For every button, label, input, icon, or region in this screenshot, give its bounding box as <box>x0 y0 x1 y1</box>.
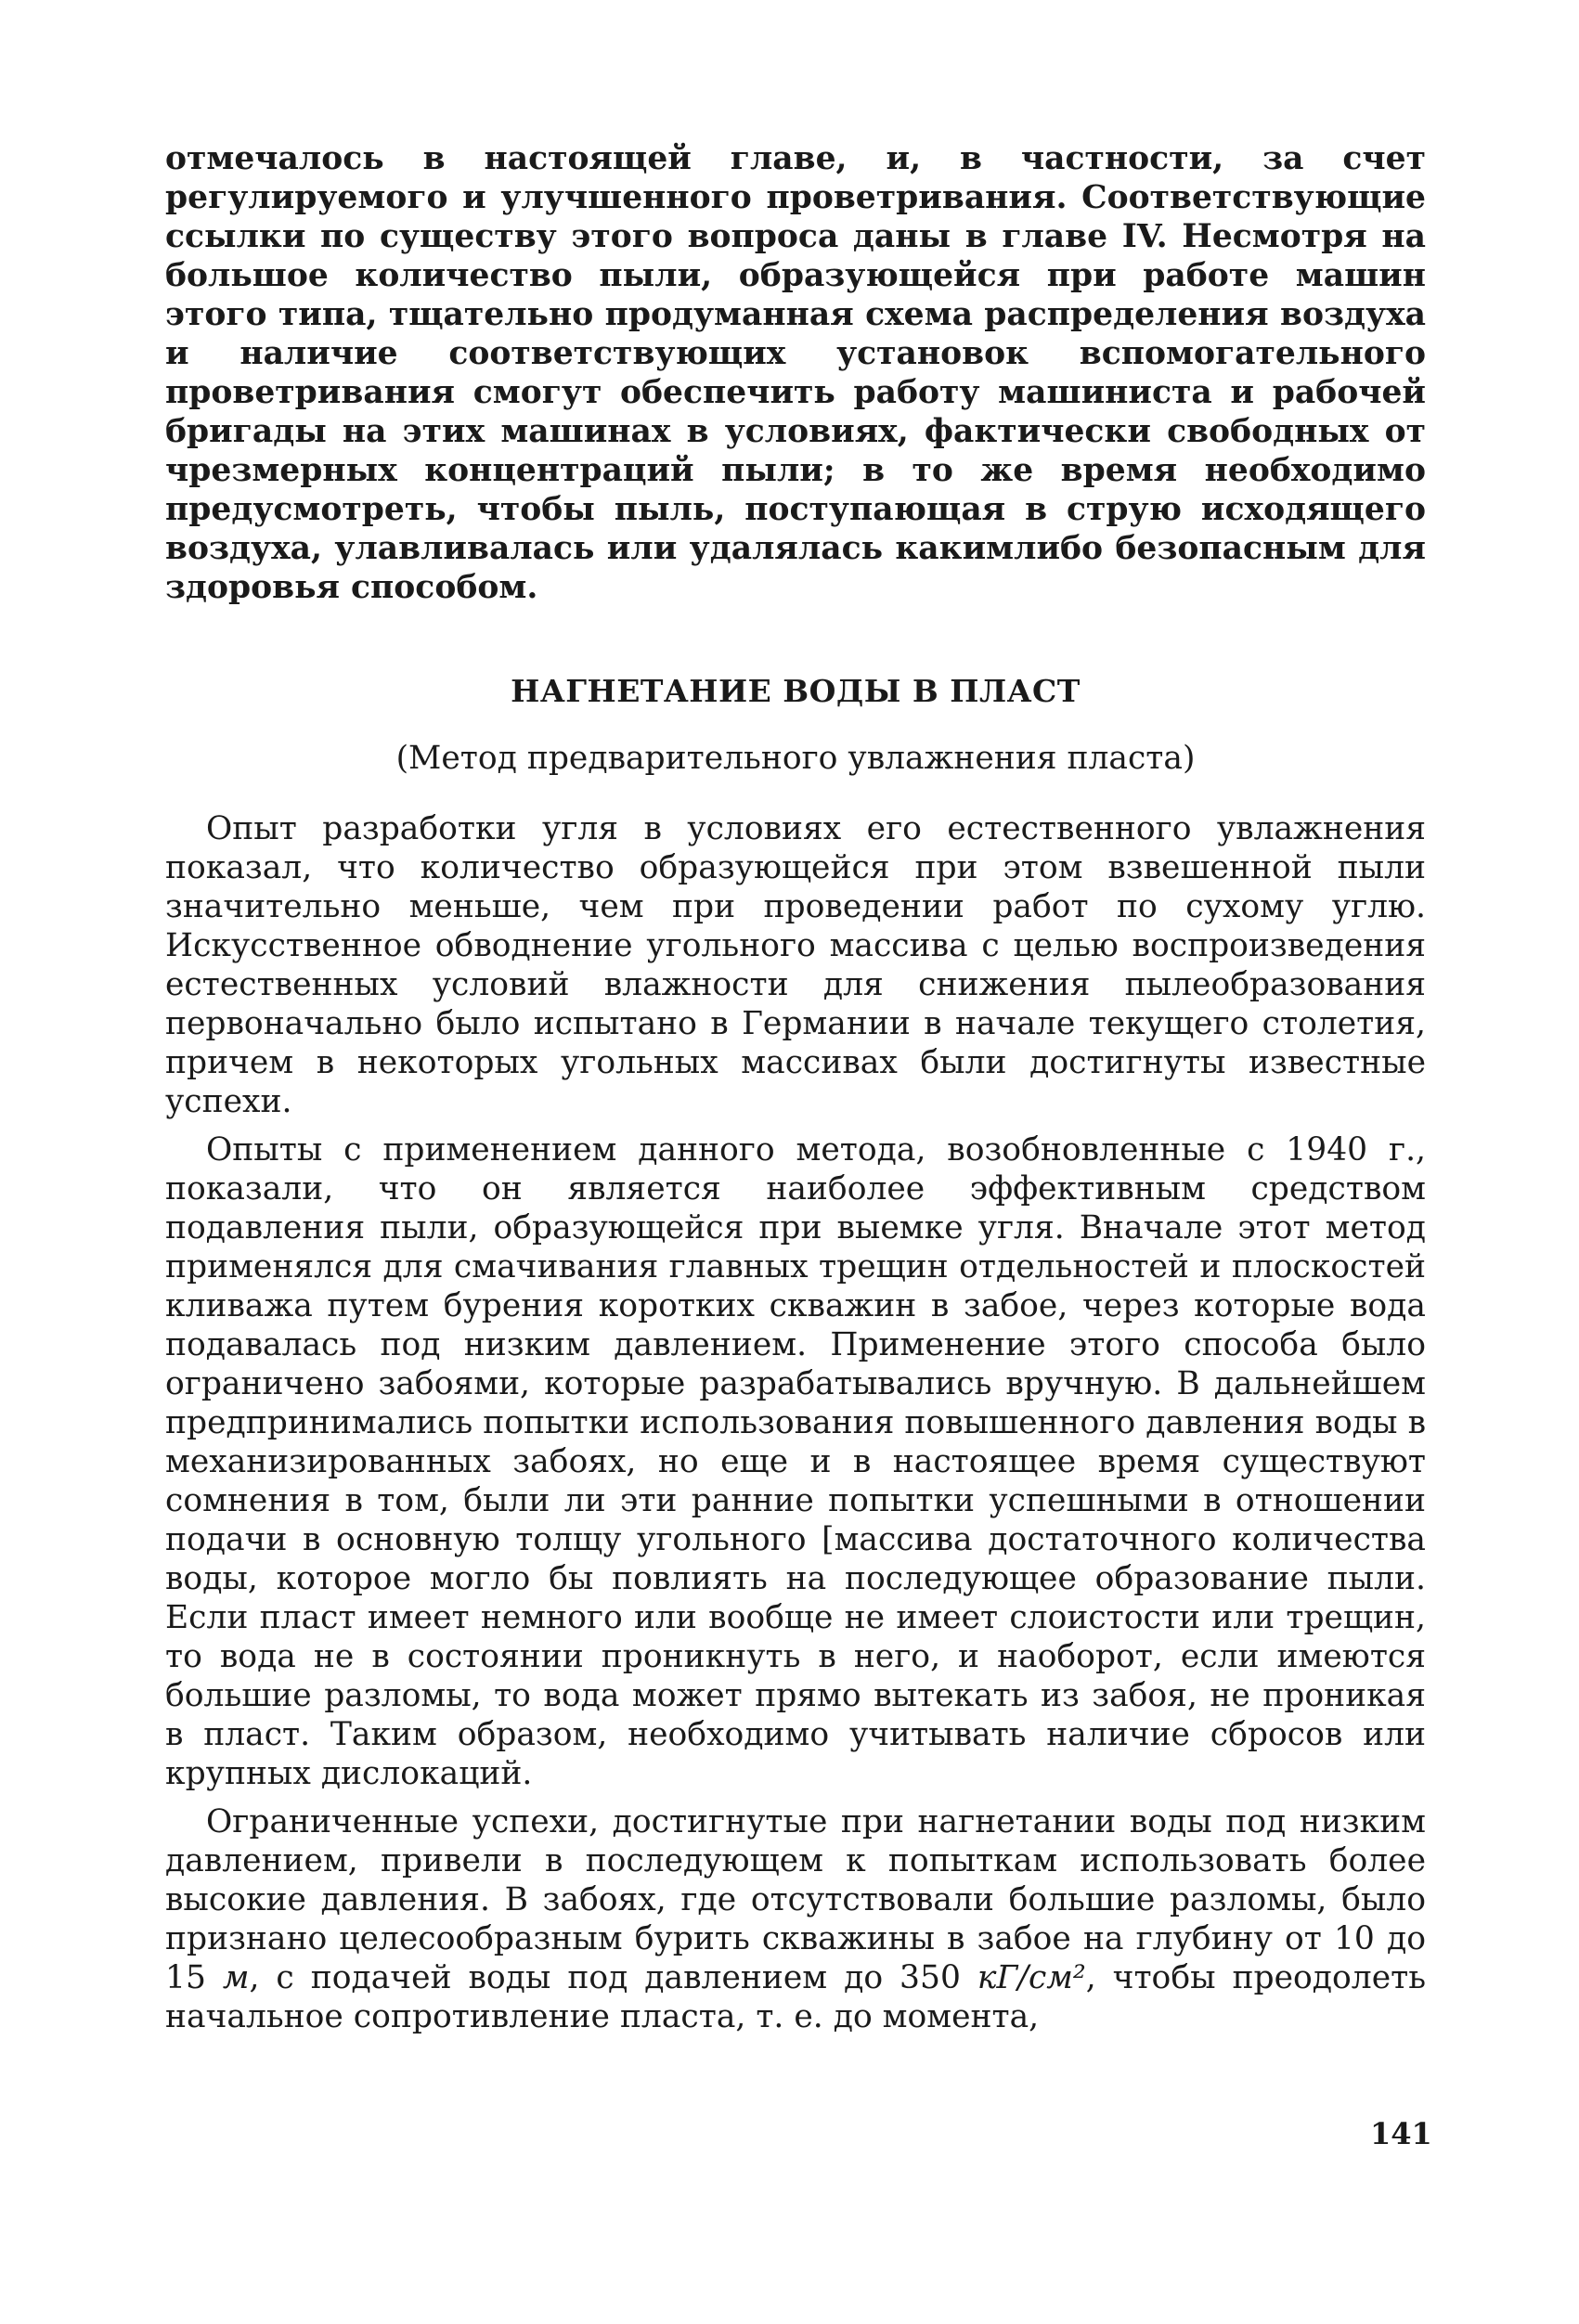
paragraph-3 <box>165 1802 1426 2036</box>
section-heading: НАГНЕТАНИЕ ВОДЫ В ПЛАСТ <box>511 673 1081 709</box>
section-subheading: (Метод предварительного увлажнения пласта) <box>395 740 1196 777</box>
paragraph-3-text-mid: , с подачей воды под давлением до 350 <box>249 1959 977 1996</box>
paragraph-3-text-start: Ограниченные успехи, достигнутые при нагнетании воды под низким давлением, привели в последующем к попыткам использовать более высокие давления. В забоях, где отсутствовали большие разломы, было признано целесообразным бурить скважины в забое на глубину от 10 до 15 <box>165 1803 1426 1996</box>
page-body <box>165 139 1426 2036</box>
paragraph-continued: отмечалось в настоящей главе, и, в частности, за счет регулируемого и улучшенного проветривания. Соответствующие ссылки по существу этого вопроса даны в главе IV. Несмотря на большое количество пыли, образующейся при работе машин этого типа, тщательно продуманная схема распределения воздуха и наличие соответствующих установок вспомогательного проветривания смогут обеспечить работу машиниста и рабочей бригады на этих машинах в условиях, фактически свободных от чрезмерных концентраций пыли; в то же время необходимо предусмотреть, чтобы пыль, поступающая в струю исходящего воздуха, улавливалась или удалялась какимлибо безопасным для здоровья способом. <box>165 140 1426 606</box>
page-number: 141 <box>1370 2116 1432 2151</box>
paragraph-1: Опыт разработки угля в условиях его естественного увлажнения показал, что количество образующейся при этом взвешенной пыли значительно меньше, чем при проведении работ по сухому углю. Искусственное обводнение угольного массива с целью воспроизведения естественных условий влажности для снижения пылеобразования первоначально было испытано в Германии в начале текущего столетия, причем в некоторых угольных массивах были достигнуты известные успехи. <box>165 810 1426 1120</box>
paragraph-gap <box>165 1793 1426 1802</box>
paragraph-gap <box>165 1121 1426 1130</box>
paragraph-2: Опыты с применением данного метода, возобновленные с 1940 г., показали, что он является наиболее эффективным средством подавления пыли, образующейся при выемке угля. Вначале этот метод применялся для смачивания главных трещин отдельностей и плоскостей кливажа путем бурения коротких скважин в забое, через которые вода подавалась под низким давлением. Применение этого способа было ограничено забоями, которые разрабатывались вручную. В дальнейшем предпринимались попытки использования повышенного давления воды в механизированных забоях, но еще и в настоящее время существуют сомнения в том, были ли эти ранние попытки успешными в отношении подачи в основную толщу угольного [массива достаточного количества воды, которое могло бы повлиять на последующее образование пыли. Если пласт имеет немного или вообще не имеет слоистости или трещин, то вода не в состоянии проникнуть в него, и наоборот, если имеются большие разломы, то вода может прямо вытекать из забоя, не проникая в пласт. Таким образом, необходимо учитывать наличие сбросов или крупных дислокаций. <box>165 1131 1426 1792</box>
unit-meters: м <box>222 1959 250 1996</box>
paragraph-3-text-end: , чтобы преодолеть начальное сопротивление пласта, т. е. до момента, <box>165 1959 1426 2035</box>
unit-pressure: кГ/см² <box>977 1959 1086 1996</box>
